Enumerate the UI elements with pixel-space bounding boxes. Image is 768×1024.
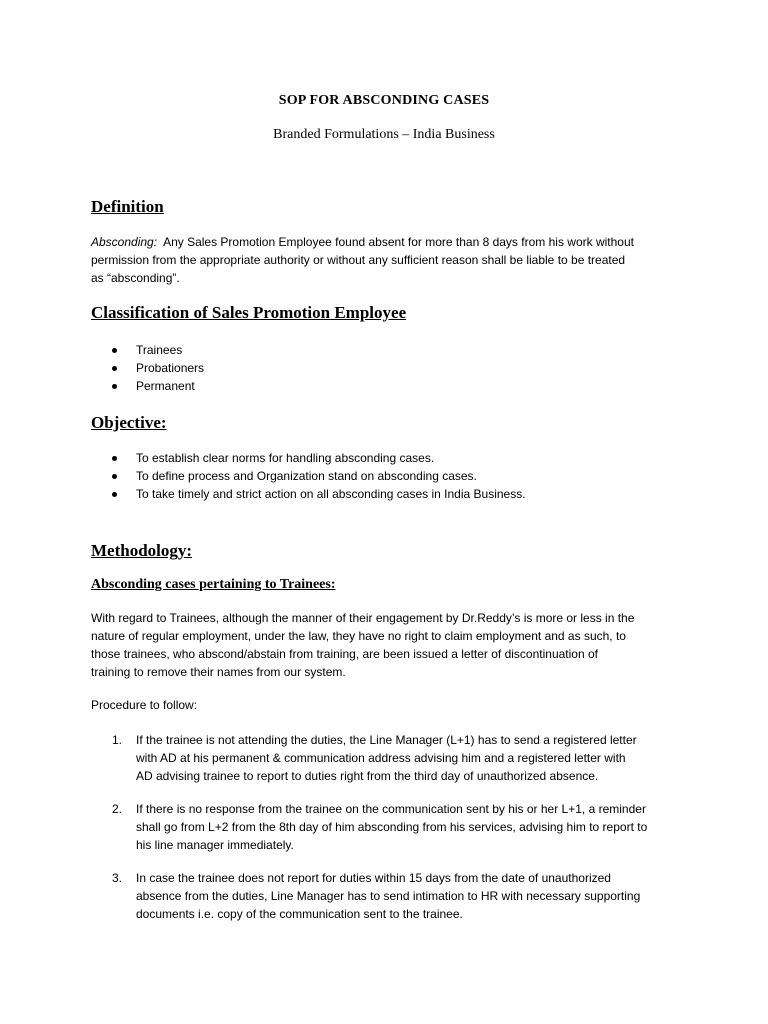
bullet-icon bbox=[112, 348, 117, 353]
definition-line-1 bbox=[91, 233, 679, 251]
definition-line-1-text: Any Sales Promotion Employee found absent for more than 8 days from his work without bbox=[163, 235, 634, 249]
definition-term: Absconding: bbox=[91, 235, 158, 249]
list-item: Probationers bbox=[112, 359, 204, 377]
definition-line-3: as “absconding”. bbox=[91, 271, 180, 285]
methodology-line: those trainees, who abscond/abstain from training, are been issued a letter of discontinuation of bbox=[91, 647, 598, 661]
procedure-label: Procedure to follow: bbox=[91, 698, 198, 712]
bullet-icon bbox=[112, 456, 117, 461]
definition-heading: Definition bbox=[91, 197, 164, 216]
list-item: Permanent bbox=[112, 377, 204, 395]
step-text: If there is no response from the trainee on the communication sent by his or her L+1, a reminder shall go from L+2 from the 8th day of him absconding from his services, advising him to report to his line manager immediately. bbox=[136, 802, 648, 852]
step-text: In case the trainee does not report for duties within 15 days from the date of unauthorized absence from the duties, Line Manager has to send intimation to HR with necessary supporting documents i.e. copy of the communication sent to the trainee. bbox=[136, 871, 641, 921]
methodology-heading: Methodology: bbox=[91, 541, 193, 560]
objective-heading: Objective: bbox=[91, 413, 167, 432]
bullet-icon bbox=[112, 384, 117, 389]
methodology-line: With regard to Trainees, although the manner of their engagement by Dr.Reddy’s is more or less in the bbox=[91, 611, 635, 625]
list-item: To define process and Organization stand on absconding cases. bbox=[112, 467, 526, 485]
step-number: 3. bbox=[112, 871, 123, 885]
bullet-icon bbox=[112, 366, 117, 371]
step-text: If the trainee is not attending the duties, the Line Manager (L+1) has to send a registered letter with AD at his permanent & communication address advising him and a registered letter with AD advising trainee to report to duties right from the third day of unauthorized absence. bbox=[136, 733, 637, 783]
procedure-step bbox=[112, 800, 679, 854]
methodology-line: nature of regular employment, under the law, they have no right to claim employment and as such, to bbox=[91, 629, 626, 643]
classification-list bbox=[112, 341, 204, 395]
list-item: To establish clear norms for handling absconding cases. bbox=[112, 449, 526, 467]
document-subtitle: Branded Formulations – India Business bbox=[273, 127, 495, 142]
procedure-step bbox=[112, 869, 679, 923]
document-title: SOP FOR ABSCONDING CASES bbox=[278, 93, 490, 108]
definition-line-2: permission from the appropriate authority or without any sufficient reason shall be liable to be treated bbox=[91, 253, 626, 267]
definition-paragraph bbox=[91, 233, 679, 287]
step-number: 2. bbox=[112, 802, 123, 816]
procedure-step bbox=[112, 731, 679, 785]
step-number: 1. bbox=[112, 733, 123, 747]
classification-heading: Classification of Sales Promotion Employee bbox=[91, 303, 407, 322]
methodology-subheading: Absconding cases pertaining to Trainees: bbox=[91, 577, 336, 592]
methodology-paragraph bbox=[91, 609, 679, 681]
methodology-line: training to remove their names from our system. bbox=[91, 665, 346, 679]
list-item: To take timely and strict action on all absconding cases in India Business. bbox=[112, 485, 526, 503]
bullet-icon bbox=[112, 474, 117, 479]
objective-list bbox=[112, 449, 526, 503]
bullet-icon bbox=[112, 492, 117, 497]
list-item: Trainees bbox=[112, 341, 204, 359]
